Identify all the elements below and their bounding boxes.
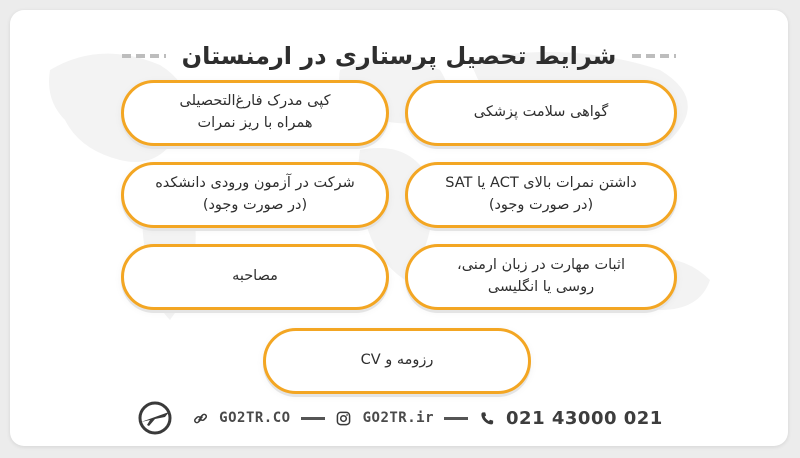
footer-divider: [444, 417, 468, 420]
page-title: شرایط تحصیل پرستاری در ارمنستان: [181, 42, 617, 70]
instagram-text: GO2TR.ir: [362, 410, 435, 426]
requirement-entrance-exam: شرکت در آزمون ورودی دانشکده (در صورت وجود): [121, 162, 389, 228]
title-dashes-left: [122, 54, 166, 58]
requirement-language-proficiency: اثبات مهارت در زبان ارمنی، روسی یا انگلیسی: [405, 244, 677, 310]
website-text: GO2TR.CO: [219, 410, 291, 426]
requirement-resume-cv: رزومه و CV: [263, 328, 531, 394]
phone-icon: [478, 409, 496, 427]
infographic-card: [10, 10, 788, 446]
phone-number: 021 43000 021: [506, 407, 663, 429]
instagram-icon: [335, 409, 353, 427]
footer-divider: [301, 417, 325, 420]
requirement-act-sat-scores: داشتن نمرات بالای ACT یا SAT (در صورت وجود): [405, 162, 677, 228]
requirement-degree-copy: کپی مدرک فارغ‌التحصیلی همراه با ریز نمرات: [121, 80, 389, 146]
footer-bar: [10, 400, 788, 436]
requirement-medical-certificate: گواهی سلامت پزشکی: [405, 80, 677, 146]
title-dashes-right: [632, 54, 676, 58]
link-icon: [191, 409, 209, 427]
airplane-logo-icon: [135, 398, 175, 438]
requirement-interview: مصاحبه: [121, 244, 389, 310]
title-row: [10, 36, 788, 76]
